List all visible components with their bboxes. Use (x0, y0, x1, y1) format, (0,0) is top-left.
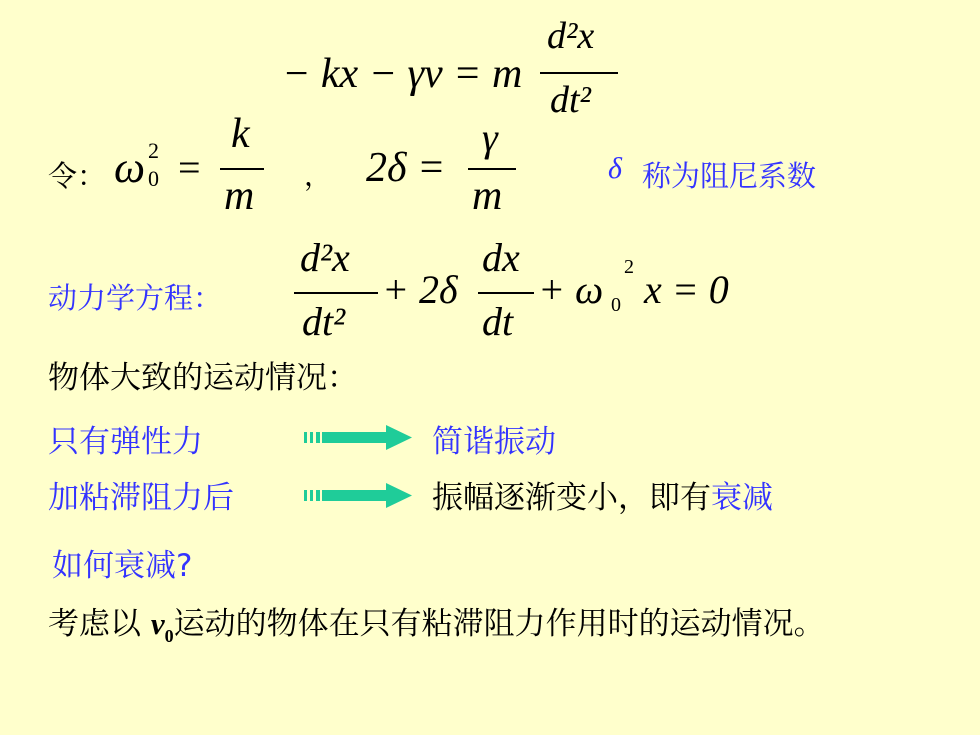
case2-left: 加粘滞阻力后 (48, 480, 234, 516)
eq1-fraction-bar (540, 72, 618, 74)
eq1-denominator: dt² (550, 79, 591, 121)
eq3-omega-subscript: 0 (611, 294, 621, 316)
equals-sign-1: = (178, 145, 201, 190)
eq3-tail: x = 0 (644, 267, 729, 312)
arrow-right-icon (304, 424, 412, 452)
gamma-over-m-bar (468, 168, 516, 170)
eq3-plus-omega: + ω (538, 267, 604, 312)
damping-coefficient-note: 称为阻尼系数 (642, 159, 817, 193)
eq3-den1: dt² (302, 299, 346, 344)
case1-right: 简谐振动 (432, 424, 556, 460)
eq3-den2: dt (482, 299, 514, 344)
eq3-num2: dx (482, 235, 520, 280)
eq3-plus-2delta: + 2δ (382, 267, 458, 312)
v-subscript: 0 (164, 626, 174, 646)
two-delta: 2δ = (366, 145, 446, 191)
separator-comma: ， (304, 159, 333, 192)
eq3-bar1 (294, 292, 378, 294)
delta-symbol: δ (608, 152, 622, 185)
eq1-lhs: − kx − γv = m (282, 51, 523, 97)
case1-left: 只有弹性力 (48, 424, 203, 460)
motion-heading: 物体大致的运动情况： (48, 360, 358, 396)
let-prefix: 令： (48, 159, 107, 193)
dynamics-label: 动力学方程： (48, 281, 223, 315)
case2-right-decay: 衰减 (711, 480, 773, 516)
k-numerator: k (231, 111, 250, 157)
case2-right (432, 478, 773, 518)
eq1-numerator: d²x (547, 15, 595, 57)
eq3-omega-superscript: 2 (624, 256, 634, 278)
omega-subscript: 0 (148, 166, 159, 191)
omega-symbol: ω (114, 143, 146, 192)
eq3-num1: d²x (300, 235, 350, 280)
gamma-numerator: γ (482, 115, 498, 160)
question: 如何衰减? (52, 548, 193, 584)
equation-dynamics (48, 228, 928, 358)
consider-line (48, 604, 825, 648)
case2-right-text: 振幅逐渐变小，即有 (432, 480, 711, 516)
consider-rest: 运动的物体在只有粘滞阻力作用时的运动情况。 (173, 606, 825, 642)
arrow-right-icon (304, 482, 412, 510)
omega-superscript: 2 (148, 138, 159, 163)
k-over-m-bar (220, 168, 264, 170)
equation-definitions (48, 110, 928, 230)
m-denominator-1: m (224, 173, 255, 219)
v-symbol: v (150, 606, 165, 641)
eq3-bar2 (478, 292, 534, 294)
m-denominator-2: m (472, 173, 503, 219)
consider-prefix: 考虑以 (48, 606, 141, 642)
